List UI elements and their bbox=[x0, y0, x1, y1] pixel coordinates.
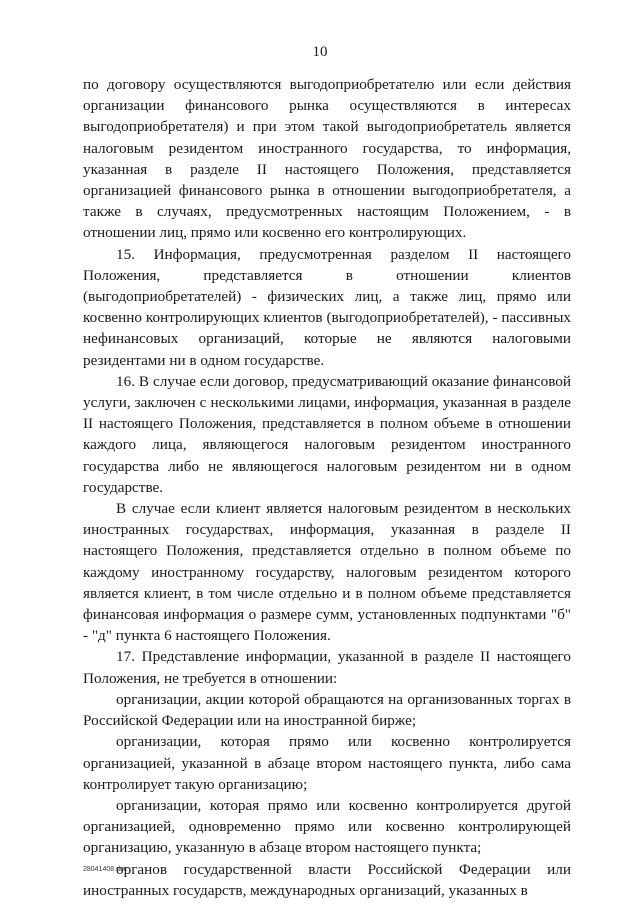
paragraph-item-15: 15. Информация, предусмотренная разделом II настоящего Положения, представляется в отношении клиентов (выгодоприобретателей) - физических лиц, а также лиц, прямо или косвенно контролирующих клиентов (выгодоприобретателей), - пассивных нефинансовых организаций, которые не являются налоговыми резидентами ни в одном государстве. bbox=[83, 245, 571, 369]
paragraph-continuation: по договору осуществляются выгодоприобретателю или если действия организации финансового рынка осуществляются в интересах выгодоприобретателя) и при этом такой выгодоприобретатель является налоговым резидентом иностранного государства, то информация, указанная в разделе II настоящего Положения, представляется организацией финансового рынка в отношении выгодоприобретателя, а также в случаях, предусмотренных настоящим Положением, - в отношении лиц, прямо или косвенно его контролирующих. bbox=[83, 76, 571, 242]
paragraph-item-17-subclause-3: организации, которая прямо или косвенно контролируется другой организацией, одновременно прямо или косвенно контролирующей организацию, указанную в абзаце втором настоящего пункта; bbox=[83, 796, 571, 857]
footer-filename: 28041408.doc bbox=[83, 866, 128, 873]
paragraph-item-16-part-2: В случае если клиент является налоговым резидентом в нескольких иностранных государствах, информация, указанная в разделе II настоящего Положения, представляется отдельно в полном объеме по каждому иностранному государству, налоговым резидентом которого является клиент, в том числе отдельно и в полном объеме представляется финансовая информация о размере сумм, установленных подпунктами "б" - "д" пункта 6 настоящего Положения. bbox=[83, 500, 571, 645]
paragraph-item-17-subclause-4: органов государственной власти Российской Федерации или иностранных государств, международных организаций, указанных в bbox=[83, 860, 571, 899]
document-body bbox=[83, 74, 571, 901]
paragraph-item-17-subclause-2: организации, которая прямо или косвенно контролируется организацией, указанной в абзаце втором настоящего пункта, либо сама контролирует такую организацию; bbox=[83, 733, 571, 793]
paragraph-item-17: 17. Представление информации, указанной в разделе II настоящего Положения, не требуется в отношении: bbox=[83, 648, 571, 687]
paragraph-item-17-subclause-1: организации, акции которой обращаются на организованных торгах в Российской Федерации или на иностранной бирже; bbox=[83, 690, 571, 730]
paragraph-item-16: 16. В случае если договор, предусматривающий оказание финансовой услуги, заключен с несколькими лицами, информация, указанная в разделе II настоящего Положения, представляется в полном объеме в отношении каждого лица, являющегося налоговым резидентом иностранного государства либо не являющегося налоговым резидентом ни в одном государстве. bbox=[83, 372, 571, 496]
page-number: 10 bbox=[312, 44, 328, 60]
